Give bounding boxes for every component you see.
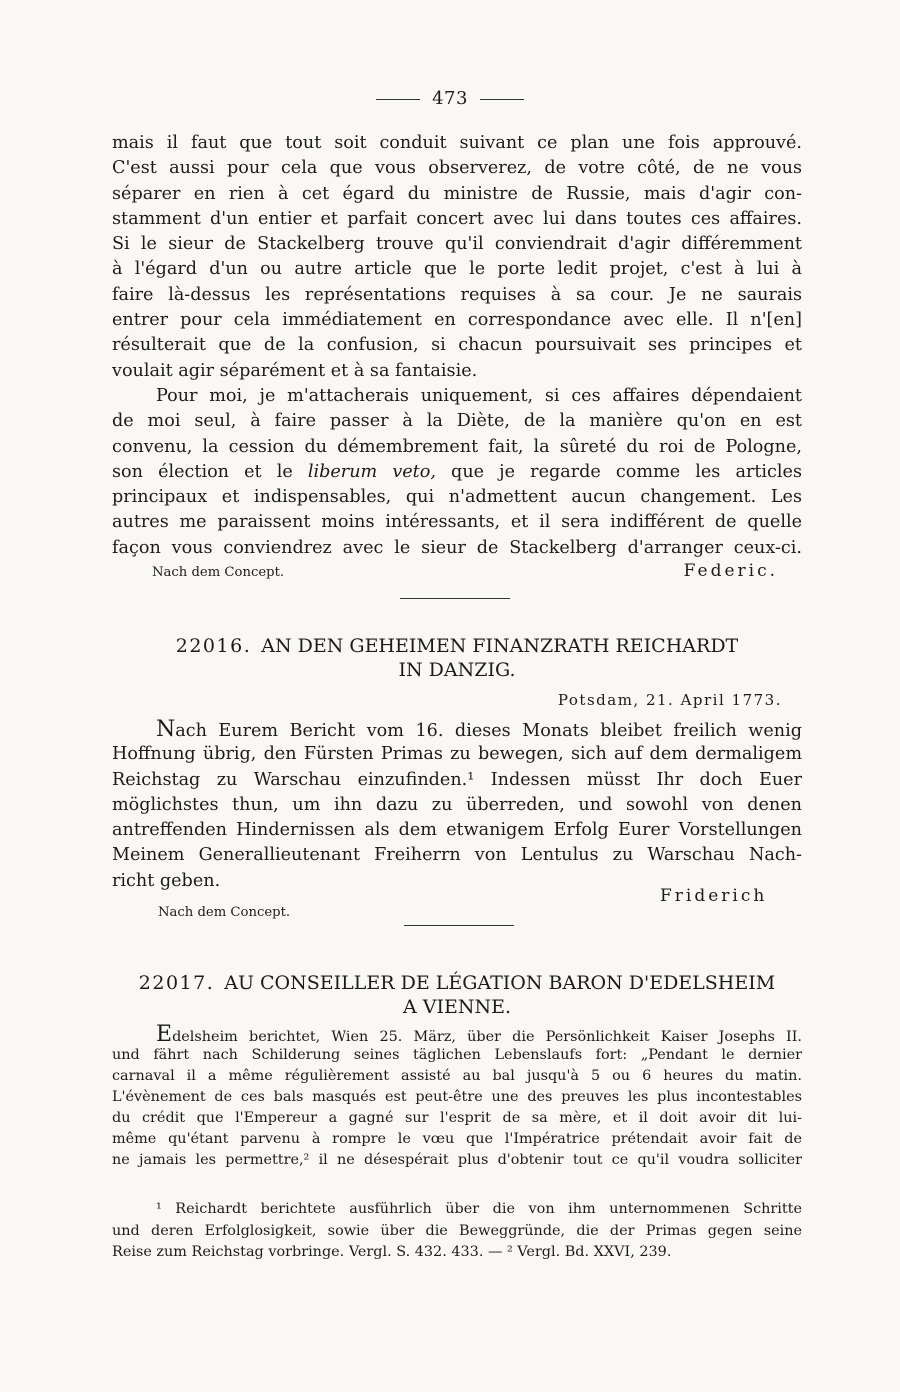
text-line: entrer pour cela immédiatement en correspondance avec elle. Il n'[en]: [112, 310, 802, 331]
text-fragment: que je regarde comme les articles: [435, 461, 802, 482]
text-line: façon vous conviendrez avec le sieur de Stackelberg d'arranger ceux-ci.: [112, 537, 802, 558]
letter-body-22016: [112, 717, 802, 894]
text-line: à l'égard d'un ou autre article que le porte ledit projet, c'est à lui à: [112, 259, 802, 280]
text-line: faire là-dessus les représentations requises à sa cour. Je ne saurais: [112, 284, 802, 305]
text-line: Hoffnung übrig, den Fürsten Primas zu bewegen, sich auf dem dermaligem: [112, 744, 802, 765]
footnotes: [112, 1199, 802, 1264]
text-line: carnaval il a même régulièrement assisté au bal jusqu'à 5 ou 6 heures du matin.: [112, 1068, 802, 1084]
signature-row: [112, 561, 802, 585]
letter-heading-22016: [112, 634, 802, 682]
letter-summary-22017: [112, 1024, 802, 1171]
footnote-line: Reise zum Reichstag vorbringe. Vergl. S. 432. 433. — ² Vergl. Bd. XXVI, 239.: [112, 1244, 672, 1260]
text-line: und fährt nach Schilderung seines täglichen Lebenslaufs fort: „Pendant le dernier: [112, 1047, 802, 1063]
text-line: antreffenden Hindernissen als dem etwanigem Erfolg Eurer Vorstellungen: [112, 820, 802, 841]
signature: Federic.: [683, 561, 778, 582]
letter-addressee: AU CONSEILLER DE LÉGATION BARON D'EDELSHEIM: [224, 972, 776, 994]
text-line: [112, 1024, 802, 1045]
header-dash-left: [376, 99, 420, 100]
text-line: autres me paraissent moins intéressants, et il sera indifférent de quelle: [112, 512, 802, 533]
text-fragment: ach Eurem Bericht vom 16. dieses Monats bleibet freilich wenig: [175, 721, 802, 741]
letter-number: 22017.: [138, 972, 215, 994]
dateline: Potsdam, 21. April 1773.: [557, 691, 782, 709]
text-line: C'est aussi pour cela que vous observerez, de votre côté, de ne vous: [112, 158, 802, 179]
text-line: [112, 717, 802, 742]
drop-cap: N: [156, 717, 176, 742]
text-fragment: son élection et le: [112, 461, 308, 482]
text-line: de moi seul, à faire passer à la Diète, de la manière qu'on en est: [112, 411, 802, 432]
text-line: mais il faut que tout soit conduit suivant ce plan une fois approuvé.: [112, 133, 802, 153]
text-line: résulterait que de la confusion, si chacun poursuivait ses principes et: [112, 335, 802, 356]
text-line: principaux et indispensables, qui n'admettent aucun changement. Les: [112, 487, 802, 508]
text-line: Si le sieur de Stackelberg trouve qu'il conviendrait d'agir différemment: [112, 234, 802, 255]
letter-number: 22016.: [175, 635, 252, 657]
text-line-liberum-veto: [112, 460, 802, 485]
letter-heading-22017: [112, 971, 802, 1019]
page-number: 473: [432, 88, 468, 109]
text-line: richt geben.: [112, 870, 221, 891]
letter-addressee-place: A VIENNE.: [402, 996, 512, 1018]
text-line: même qu'étant parvenu à rompre le vœu que l'Impératrice prétendait avoir fait de: [112, 1131, 802, 1147]
drop-cap: E: [156, 1022, 173, 1047]
page-header: [0, 88, 900, 109]
footnote-line: und deren Erfolglosigkeit, sowie über die Beweggründe, die der Primas gegen seine: [112, 1222, 802, 1239]
text-line: voulait agir séparément et à sa fantaisie.: [112, 360, 478, 381]
text-line: convenu, la cession du démembrement fait, la sûreté du roi de Pologne,: [112, 436, 802, 457]
letter-continuation: [112, 131, 802, 585]
letter-addressee: AN DEN GEHEIMEN FINANZRATH REICHARDT: [261, 635, 739, 657]
text-line: möglichstes thun, um ihn dazu zu überreden, und sowohl von denen: [112, 794, 802, 815]
text-line: du crédit que l'Empereur a gagné sur l'esprit de sa mère, et il doit avoir dit lui-: [112, 1110, 802, 1126]
text-line: Meinem Generallieutenant Freiherrn von Lentulus zu Warschau Nach-: [112, 845, 802, 866]
source-note: Nach dem Concept.: [152, 565, 285, 581]
text-line: ne jamais les permettre,² il ne désespérait plus d'obtenir tout ce qu'il voudra solliciter: [112, 1152, 802, 1168]
text-line: L'évènement de ces bals masqués est peut-être une des preuves les plus incontestables: [112, 1089, 802, 1105]
section-divider: [404, 925, 514, 926]
header-dash-right: [480, 99, 524, 100]
text-fragment: delsheim berichtet, Wien 25. März, über die Persönlichkeit Kaiser Josephs II.: [172, 1029, 802, 1045]
italic-liberum-veto: liberum veto,: [307, 461, 436, 482]
letter-addressee-place: IN DANZIG.: [398, 659, 516, 681]
signature: Friderich: [660, 886, 768, 906]
text-line: Reichstag zu Warschau einzufinden.¹ Indessen müsst Ihr doch Euer: [112, 769, 802, 790]
text-line: Pour moi, je m'attacherais uniquement, si ces affaires dépendaient: [156, 385, 802, 406]
footnote-line: ¹ Reichardt berichtete ausführlich über die von ihm unternommenen Schritte: [156, 1201, 802, 1217]
text-line: séparer en rien à cet égard du ministre de Russie, mais d'agir con-: [112, 183, 802, 204]
section-divider: [400, 598, 510, 599]
text-line: stamment d'un entier et parfait concert avec lui dans toutes ces affaires.: [112, 208, 802, 229]
source-note: Nach dem Concept.: [158, 905, 291, 920]
